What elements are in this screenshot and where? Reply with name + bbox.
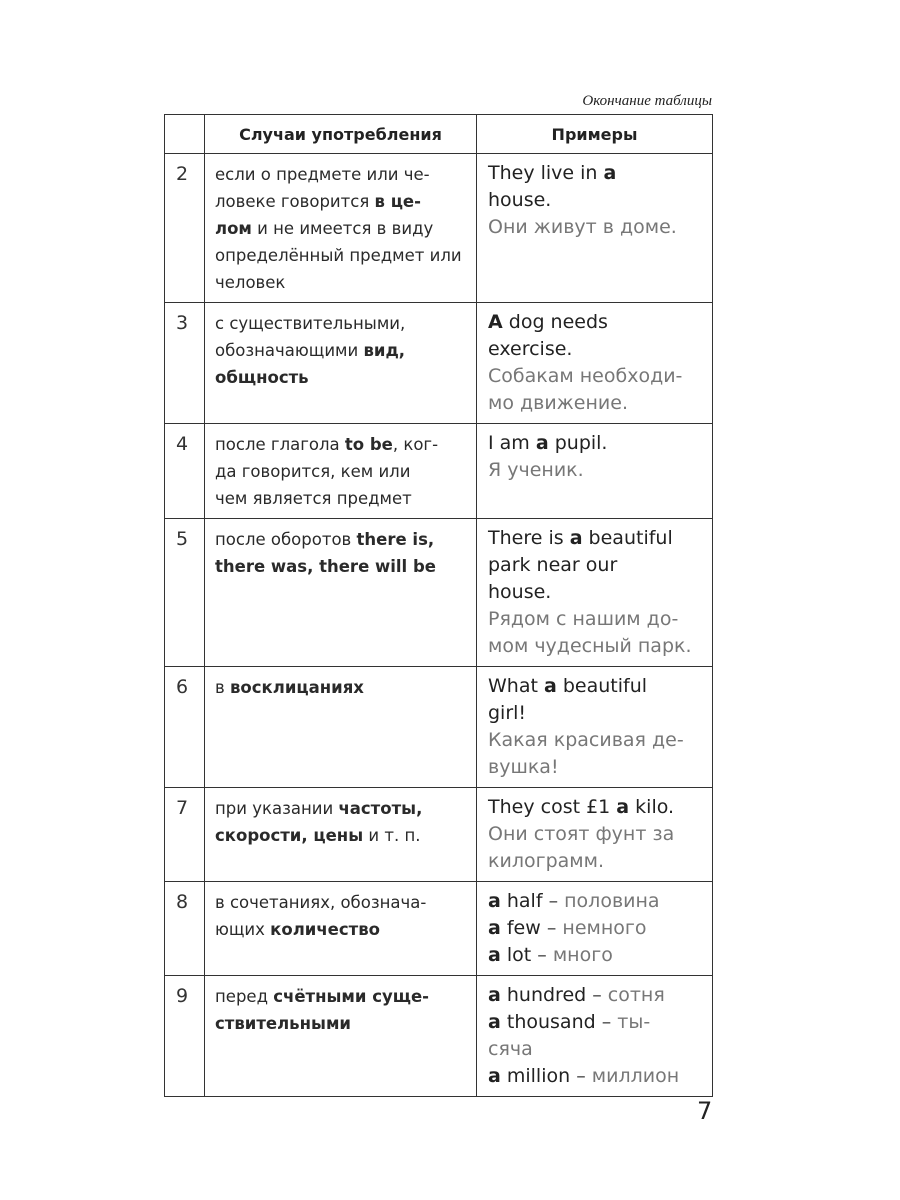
- example-english: [488, 309, 706, 363]
- dash: –: [586, 984, 608, 1006]
- usage-case: [205, 519, 477, 667]
- example-english: [488, 525, 706, 606]
- example-text: lot: [500, 944, 532, 966]
- row-number: 6: [165, 667, 205, 788]
- row-number: 4: [165, 424, 205, 519]
- example-phrase: [488, 982, 706, 1009]
- example-translation: Я ученик.: [488, 459, 584, 481]
- usage-text: в: [215, 678, 230, 697]
- usage-case: [205, 303, 477, 424]
- example-phrase: [488, 1063, 706, 1090]
- example-phrase: [488, 915, 706, 942]
- usage-keyword: частоты, скорости, цены: [215, 799, 423, 845]
- example-translation: Рядом с нашим до- мом чудесный парк.: [488, 608, 692, 657]
- example-english: [488, 673, 706, 727]
- usage-keyword: to be: [344, 435, 393, 454]
- example-translation: половина: [564, 890, 660, 912]
- usage-text: после оборотов: [215, 530, 357, 549]
- row-number: 3: [165, 303, 205, 424]
- example-cell: [477, 788, 713, 882]
- example-text: hundred: [500, 984, 587, 1006]
- example-text: dog needs exercise.: [488, 311, 608, 360]
- example-cell: [477, 303, 713, 424]
- example-phrase: [488, 888, 706, 915]
- example-cell: [477, 882, 713, 976]
- usage-text: при указании: [215, 799, 339, 818]
- usage-text: перед: [215, 987, 274, 1006]
- header-number: [165, 115, 205, 154]
- table-row: [165, 154, 713, 303]
- usage-text: , ког- да говорится, кем или чем является предмет: [215, 435, 439, 508]
- example-cell: [477, 667, 713, 788]
- usage-case: [205, 976, 477, 1097]
- example-translation: Какая красивая де- вушка!: [488, 729, 684, 778]
- example-text: million: [500, 1065, 571, 1087]
- usage-keyword: вид, общность: [215, 341, 406, 387]
- usage-text: и не имеется в виду определённый предмет или человек: [215, 219, 462, 292]
- article: a: [488, 984, 501, 1006]
- example-text: beautiful park near our house.: [488, 527, 673, 603]
- example-text: kilo.: [629, 796, 675, 818]
- example-translation: сотня: [607, 984, 665, 1006]
- article: a: [488, 944, 501, 966]
- usage-text: с существительными, обозначающими: [215, 314, 406, 360]
- example-translation: Они живут в доме.: [488, 216, 677, 238]
- article: a: [535, 432, 549, 454]
- row-number: 8: [165, 882, 205, 976]
- usage-case: [205, 424, 477, 519]
- example-text: few: [500, 917, 541, 939]
- row-number: 5: [165, 519, 205, 667]
- usage-keyword: количество: [270, 920, 380, 939]
- article: a: [569, 527, 583, 549]
- table-row: [165, 882, 713, 976]
- example-text: half: [500, 890, 543, 912]
- example-text: beautiful girl!: [488, 675, 648, 724]
- example-translation: Они стоят фунт за килограмм.: [488, 823, 675, 872]
- row-number: 9: [165, 976, 205, 1097]
- usage-text: если о предмете или че- ловеке говорится: [215, 165, 430, 211]
- dash: –: [570, 1065, 592, 1087]
- page-number: 7: [697, 1097, 713, 1125]
- table-row: [165, 976, 713, 1097]
- usage-text: после глагола: [215, 435, 345, 454]
- usage-keyword: в це- лом: [215, 192, 421, 238]
- article: A: [488, 311, 503, 333]
- example-text: pupil.: [548, 432, 608, 454]
- usage-case: [205, 882, 477, 976]
- article: a: [488, 1011, 501, 1033]
- example-cell: [477, 519, 713, 667]
- table-header-row: [165, 115, 713, 154]
- row-number: 7: [165, 788, 205, 882]
- article-usage-table: [164, 114, 713, 1097]
- table-row: [165, 788, 713, 882]
- dash: –: [542, 890, 565, 912]
- example-translation: Собакам необходи- мо движение.: [488, 365, 683, 414]
- table-row: [165, 519, 713, 667]
- example-english: [488, 430, 706, 457]
- example-translation: миллион: [591, 1065, 680, 1087]
- table-row: [165, 424, 713, 519]
- example-text: There is: [488, 527, 570, 549]
- example-text: I am: [488, 432, 536, 454]
- dash: –: [595, 1011, 618, 1033]
- example-text: house.: [488, 189, 552, 211]
- example-text: thousand: [500, 1011, 596, 1033]
- table-row: [165, 667, 713, 788]
- example-text: They cost £1: [488, 796, 617, 818]
- row-number: 2: [165, 154, 205, 303]
- article: a: [543, 675, 557, 697]
- usage-keyword: счётными суще- ствительными: [215, 987, 430, 1033]
- table-row: [165, 303, 713, 424]
- usage-keyword: there is, there was, there will be: [215, 530, 436, 576]
- example-english: [488, 160, 706, 214]
- example-text: What: [488, 675, 544, 697]
- article: a: [488, 917, 501, 939]
- example-cell: [477, 976, 713, 1097]
- usage-text: и т. п.: [363, 826, 421, 845]
- usage-keyword: восклицаниях: [229, 678, 364, 697]
- example-text: They live in: [488, 162, 604, 184]
- example-phrase: [488, 1009, 706, 1063]
- article: a: [488, 1065, 501, 1087]
- example-translation: ты- сяча: [488, 1011, 651, 1060]
- example-translation: много: [552, 944, 613, 966]
- example-cell: [477, 154, 713, 303]
- article: a: [488, 890, 501, 912]
- example-phrase: [488, 942, 706, 969]
- usage-text: в сочетаниях, обознача- ющих: [215, 893, 427, 939]
- table-caption: Окончание таблицы: [582, 93, 712, 109]
- example-translation: немного: [562, 917, 647, 939]
- article: a: [616, 796, 630, 818]
- example-english: [488, 794, 706, 821]
- article: a: [603, 162, 617, 184]
- header-examples: Примеры: [477, 115, 713, 154]
- dash: –: [531, 944, 553, 966]
- example-cell: [477, 424, 713, 519]
- header-cases: Случаи употребления: [205, 115, 477, 154]
- usage-case: [205, 788, 477, 882]
- usage-case: [205, 154, 477, 303]
- usage-case: [205, 667, 477, 788]
- dash: –: [540, 917, 563, 939]
